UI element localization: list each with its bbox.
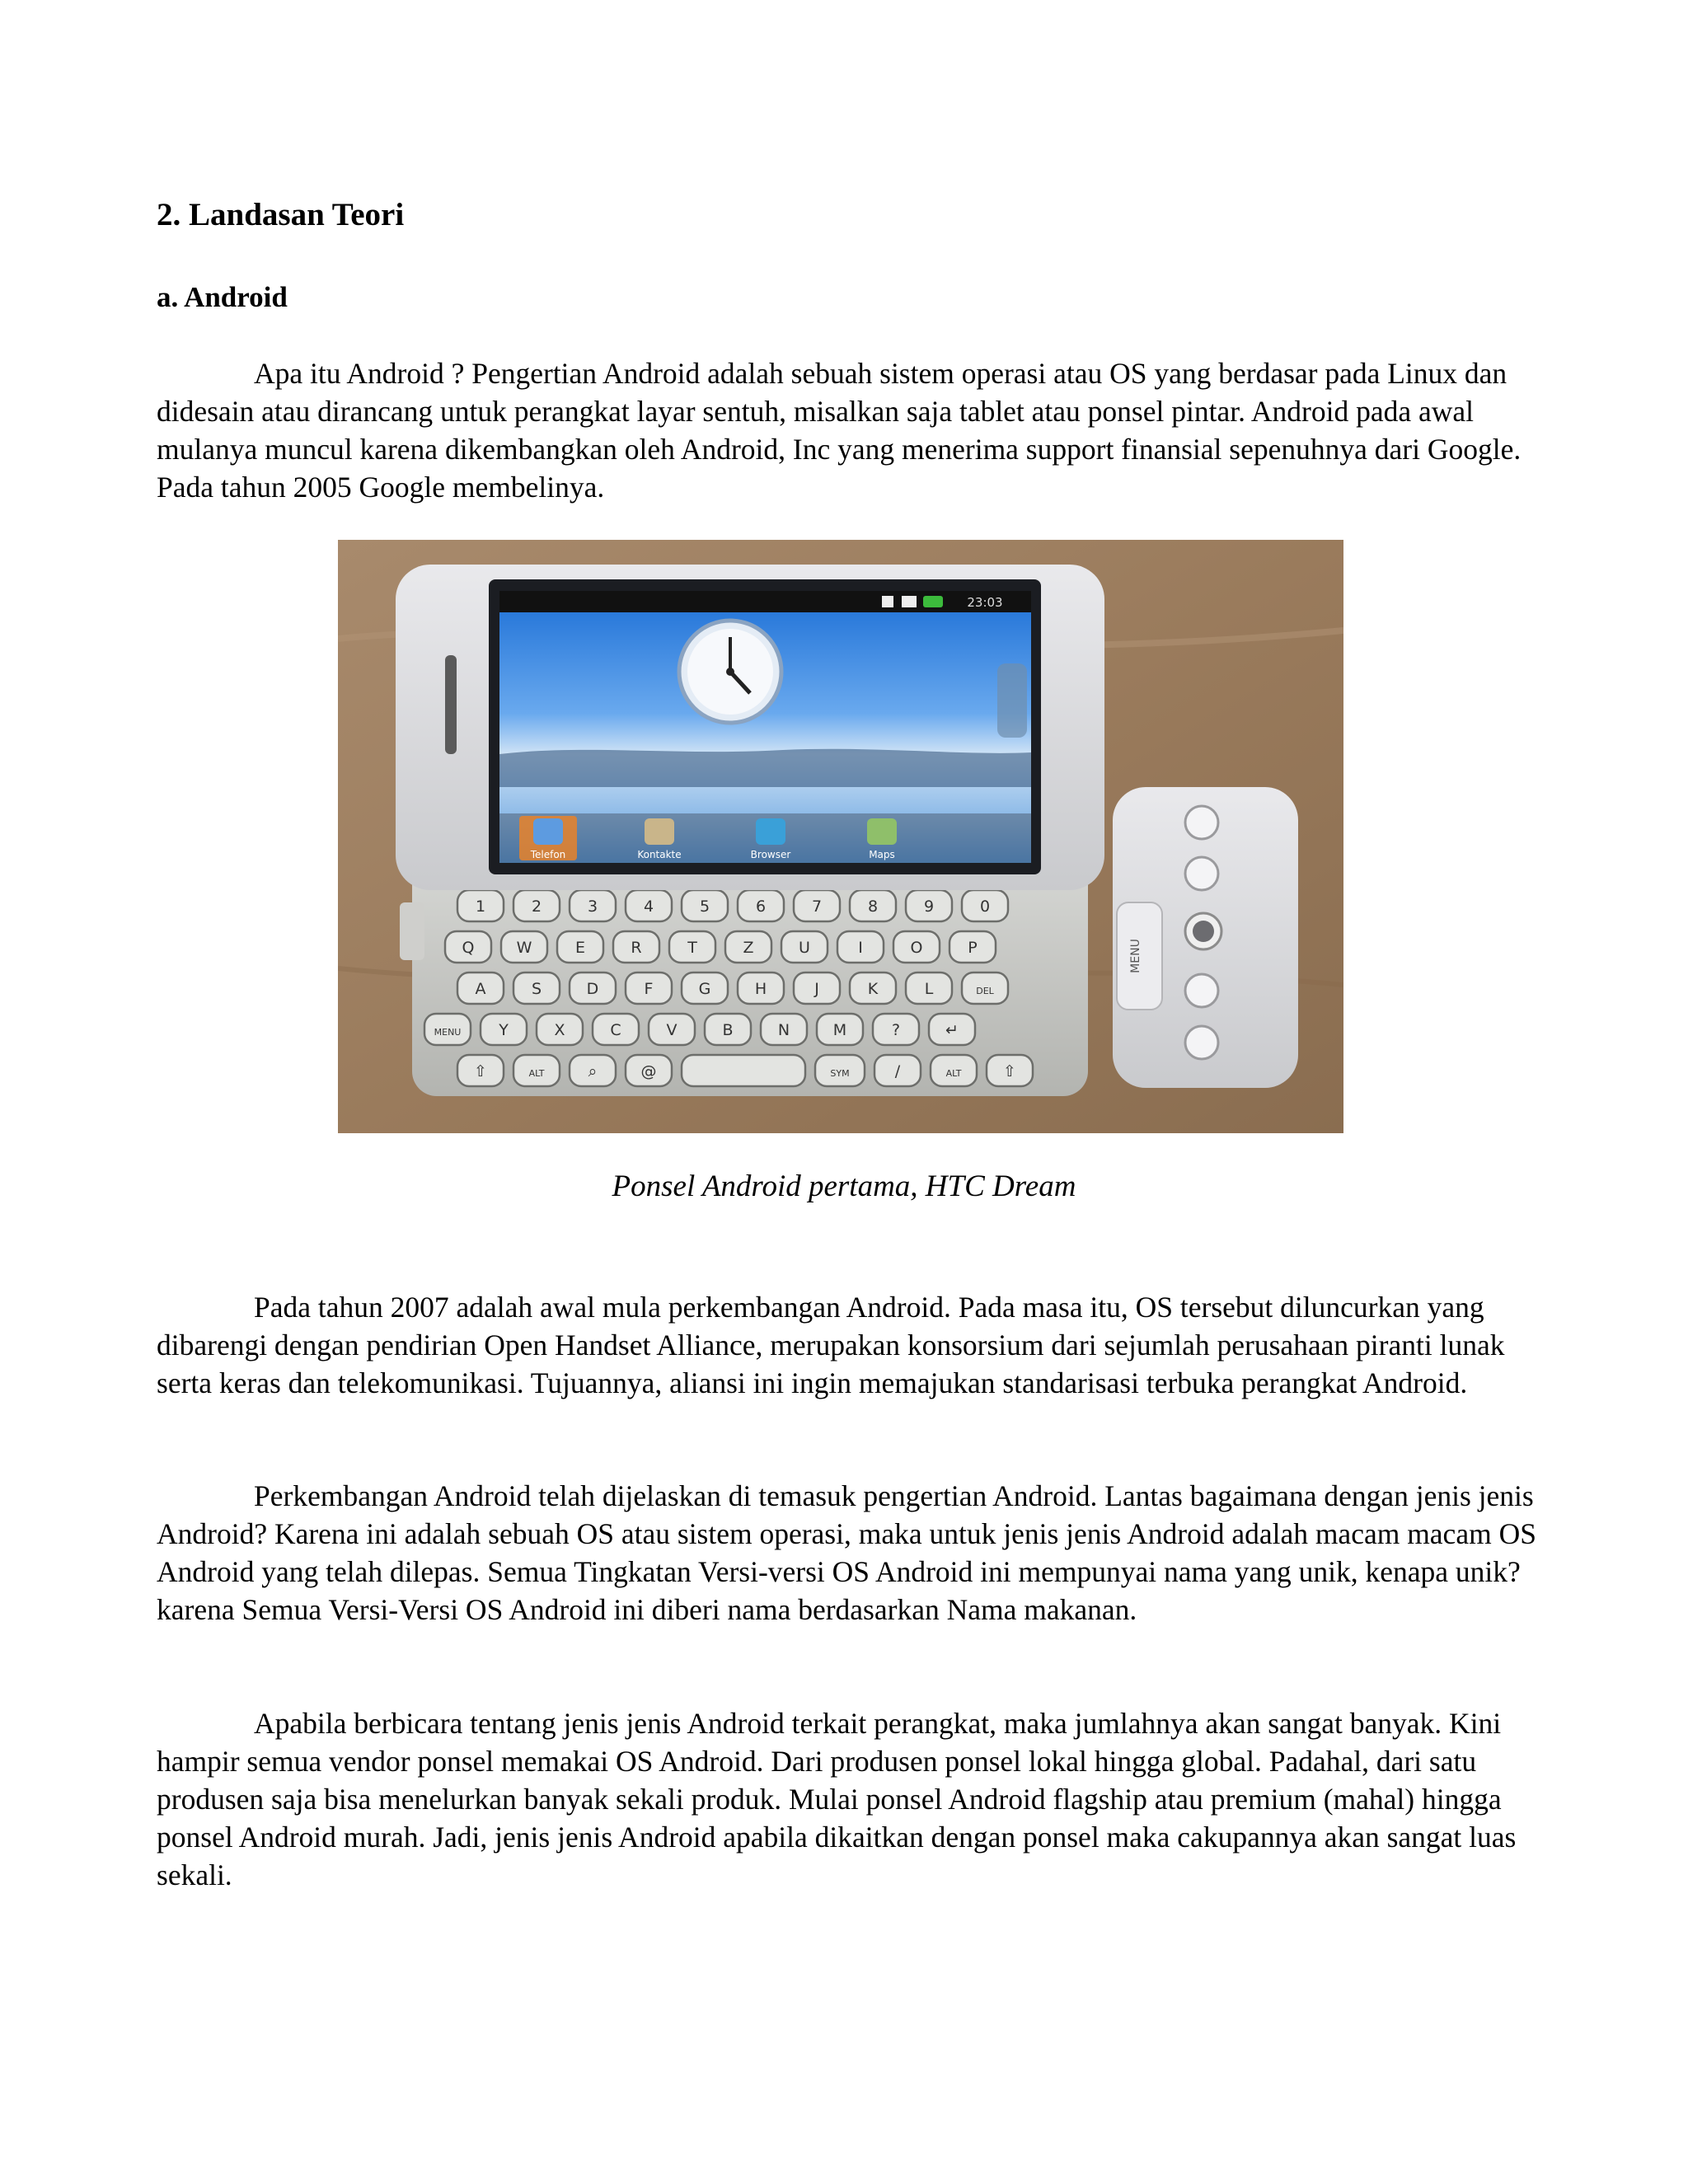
keyboard-key xyxy=(457,1055,504,1086)
keyboard-key xyxy=(962,890,1008,921)
keyboard-key-label: 2 xyxy=(531,898,542,916)
keyboard-key xyxy=(457,890,504,921)
app-label: Kontakte xyxy=(637,849,682,860)
keyboard-key xyxy=(570,1055,616,1086)
signal-icon xyxy=(902,596,917,607)
dock-app-maps xyxy=(867,818,897,860)
status-clock: 23:03 xyxy=(967,595,1003,610)
keyboard-key-label: 7 xyxy=(811,898,823,916)
phone-illustration xyxy=(338,540,1343,1133)
keyboard-key xyxy=(613,931,659,963)
keyboard-key xyxy=(626,1055,672,1086)
speaker-grille xyxy=(445,655,457,754)
keyboard-key xyxy=(626,890,672,921)
keyboard-key-label: 5 xyxy=(699,898,710,916)
keyboard-key-label: 9 xyxy=(923,898,935,916)
keyboard-key xyxy=(669,931,715,963)
keyboard-key-label: ⇧ xyxy=(474,1062,487,1080)
keyboard-key-label: ⌕ xyxy=(588,1062,598,1080)
dock-app-browser xyxy=(751,818,791,860)
keyboard-key-label: 0 xyxy=(979,898,991,916)
keyboard-key-label: O xyxy=(910,939,923,957)
keyboard-key xyxy=(513,972,560,1004)
keyboard-key xyxy=(457,972,504,1004)
clock-pivot xyxy=(726,668,734,676)
keyboard-key-label: 4 xyxy=(643,898,654,916)
paragraph-4 xyxy=(157,1704,1541,1894)
keyboard-key-label: ↵ xyxy=(945,1021,959,1039)
keyboard-key xyxy=(950,931,996,963)
keyboard-key xyxy=(815,1055,865,1086)
keyboard-key-label: T xyxy=(687,939,697,957)
dock-app-telefon xyxy=(530,818,566,860)
keyboard-key-label: B xyxy=(722,1021,734,1039)
app-icon xyxy=(645,818,674,845)
side-tab xyxy=(997,663,1027,738)
home-button xyxy=(1185,857,1218,890)
keyboard-key xyxy=(906,890,952,921)
keyboard-key-label: U xyxy=(799,939,810,957)
keyboard-key xyxy=(593,1014,639,1045)
keyboard-key xyxy=(570,972,616,1004)
call-button xyxy=(1185,806,1218,839)
paragraph-2-text: Pada tahun 2007 adalah awal mula perkembangan Android. Pada masa itu, OS tersebut diluncurkan yang dibarengi dengan pendirian Open Handset Alliance, merupakan konsorsium dari sejumlah perusahaan piranti lunak serta keras dan telekomunikasi. Tujuannya, aliansi ini ingin memajukan standarisasi terbuka perangkat Android. xyxy=(157,1291,1505,1399)
keyboard-key-label: 8 xyxy=(867,898,879,916)
keyboard-key-label: SYM xyxy=(830,1068,850,1079)
keyboard-key xyxy=(445,931,491,963)
keyboard-key xyxy=(481,1014,527,1045)
keyboard-key xyxy=(705,1014,751,1045)
end-call-button xyxy=(1185,1026,1218,1059)
keyboard-key xyxy=(906,972,952,1004)
keyboard-key xyxy=(893,931,940,963)
paragraph-1 xyxy=(157,354,1541,506)
keyboard-key-label: R xyxy=(631,939,642,957)
keyboard-key-label: Q xyxy=(462,939,475,957)
keyboard-key-label: DEL xyxy=(976,986,994,996)
keyboard-key xyxy=(874,1055,921,1086)
keyboard-key-label: @ xyxy=(640,1062,657,1080)
keyboard-key-label: 6 xyxy=(755,898,767,916)
side-hinge xyxy=(400,902,424,960)
keyboard-key xyxy=(850,890,896,921)
keyboard-key xyxy=(424,1014,471,1045)
paragraph-2 xyxy=(157,1288,1541,1402)
keyboard-key-label: V xyxy=(666,1021,678,1039)
keyboard-key xyxy=(781,931,828,963)
trackball-center xyxy=(1193,921,1214,942)
keyboard-key-label: Z xyxy=(743,939,754,957)
app-icon xyxy=(533,818,563,845)
figure-caption: Ponsel Android pertama, HTC Dream xyxy=(612,1169,1076,1203)
keyboard-key xyxy=(557,931,603,963)
keyboard-key-label: D xyxy=(586,980,599,998)
keyboard-key xyxy=(513,1055,560,1086)
paragraph-3-text: Perkembangan Android telah dijelaskan di temasuk pengertian Android. Lantas bagaimana dengan jenis jenis Android? Karena ini adalah sebuah OS atau sistem operasi, maka untuk jenis jenis Android adalah macam macam OS Android yang telah dilepas. Semua Tingkatan Versi-versi OS Android ini mempunyai nama yang unik, kenapa unik? karena Semua Versi-Versi OS Android ini diberi nama berdasarkan Nama makanan. xyxy=(157,1479,1536,1626)
keyboard-key-label: A xyxy=(475,980,486,998)
keyboard-key-label: F xyxy=(644,980,654,998)
keyboard-key xyxy=(570,890,616,921)
keyboard-key-label: ALT xyxy=(528,1068,545,1079)
keyboard-key xyxy=(794,890,840,921)
keyboard-key xyxy=(738,890,784,921)
keyboard-key-label: L xyxy=(924,980,934,998)
keyboard-key-label: E xyxy=(574,939,586,957)
keyboard-key-label: H xyxy=(754,980,767,998)
keyboard-key xyxy=(817,1014,863,1045)
keyboard-key-label: 3 xyxy=(587,898,598,916)
keyboard-key xyxy=(626,972,672,1004)
keyboard-key-label: I xyxy=(858,939,863,957)
status-bar xyxy=(499,591,1031,612)
keyboard-key xyxy=(794,972,840,1004)
paragraph-4-text: Apabila berbicara tentang jenis jenis Android terkait perangkat, maka jumlahnya akan sangat banyak. Kini hampir semua vendor ponsel memakai OS Android. Dari produsen ponsel lokal hingga global. Padahal, dari satu produsen saja bisa menelurkan banyak sekali produk. Mulai ponsel Android flagship atau premium (mahal) hingga ponsel Android murah. Jadi, jenis jenis Android apabila dikaitkan dengan ponsel maka cakupannya akan sangat luas sekali. xyxy=(157,1707,1517,1891)
htc-dream-photo xyxy=(338,540,1343,1133)
keyboard-key xyxy=(929,1014,975,1045)
keyboard-key xyxy=(962,972,1008,1004)
keyboard-key xyxy=(850,972,896,1004)
subsection-heading: a. Android xyxy=(157,281,288,313)
keyboard-key-label: Y xyxy=(499,1021,509,1039)
battery-icon xyxy=(923,596,943,607)
keyboard-key xyxy=(837,931,884,963)
app-label: Browser xyxy=(750,849,791,860)
keyboard-key xyxy=(682,890,728,921)
keyboard-key-label: G xyxy=(698,980,711,998)
app-label: Maps xyxy=(869,849,895,860)
keyboard-key-label: 1 xyxy=(475,898,486,916)
keyboard-key xyxy=(761,1014,807,1045)
keyboard-key-label: W xyxy=(516,939,532,957)
keyboard-key-label: ALT xyxy=(945,1068,962,1079)
keyboard-key-label: S xyxy=(531,980,542,998)
app-icon xyxy=(756,818,785,845)
network-icon xyxy=(882,596,893,607)
keyboard-key xyxy=(987,1055,1033,1086)
keyboard-key-label: M xyxy=(832,1021,847,1039)
keyboard-key-label: K xyxy=(867,980,879,998)
app-label: Telefon xyxy=(530,849,566,860)
island-silhouette xyxy=(499,749,1031,787)
keyboard-key-cap xyxy=(682,1055,805,1086)
paragraph-3 xyxy=(157,1477,1541,1629)
keyboard-key xyxy=(501,931,547,963)
keyboard-key-label: P xyxy=(968,939,978,957)
keyboard-key xyxy=(738,972,784,1004)
keyboard-key-label: N xyxy=(777,1021,790,1039)
paragraph-1-text: Apa itu Android ? Pengertian Android adalah sebuah sistem operasi atau OS yang berdasar pada Linux dan didesain atau dirancang untuk perangkat layar sentuh, misalkan saja tablet atau ponsel pintar. Android pada awal mulanya muncul karena dikembangkan oleh Android, Inc yang menerima support finansial sepenuhnya dari Google. Pada tahun 2005 Google membelinya. xyxy=(157,357,1522,504)
keyboard-key xyxy=(513,890,560,921)
keyboard-key-label: MENU xyxy=(434,1027,462,1038)
keyboard-key xyxy=(725,931,771,963)
keyboard-key xyxy=(682,1055,805,1086)
keyboard-key xyxy=(649,1014,695,1045)
keyboard-key-label: X xyxy=(554,1021,565,1039)
menu-button-label: MENU xyxy=(1129,939,1142,973)
keyboard-key-label: J xyxy=(814,980,819,998)
section-heading: 2. Landasan Teori xyxy=(157,197,405,232)
keyboard-key xyxy=(931,1055,977,1086)
keyboard-key xyxy=(682,972,728,1004)
app-icon xyxy=(867,818,897,845)
keyboard-key-label: ? xyxy=(891,1021,901,1039)
keyboard-key xyxy=(873,1014,919,1045)
keyboard-key-label: ⇧ xyxy=(1003,1062,1016,1080)
back-button xyxy=(1185,974,1218,1007)
keyboard-key-label: / xyxy=(894,1062,901,1080)
keyboard-key-label: C xyxy=(610,1021,621,1039)
keyboard-key xyxy=(537,1014,583,1045)
